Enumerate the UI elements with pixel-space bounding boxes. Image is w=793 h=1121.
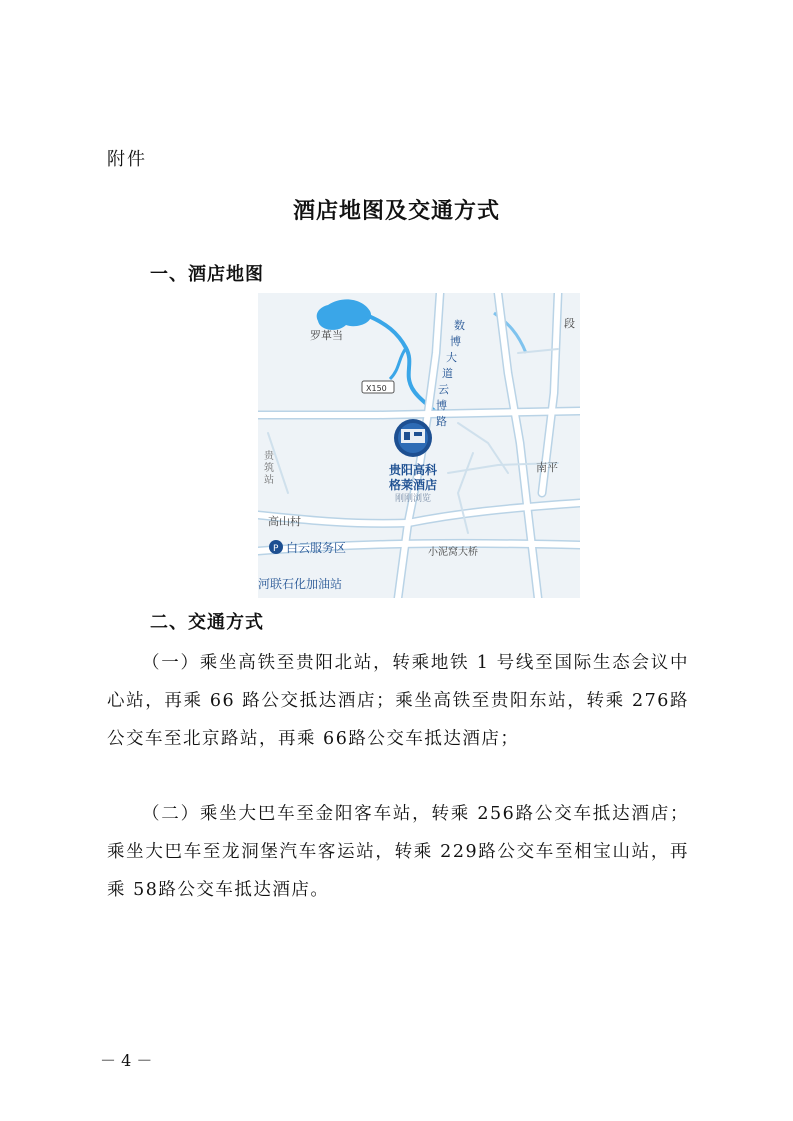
hotel-name-line2: 格莱酒店: [388, 478, 438, 492]
hotel-recently-viewed: 刚刚浏览: [394, 494, 432, 504]
hotel-name-line1: 贵阳高科: [388, 463, 438, 477]
road-label-2: 博: [450, 335, 461, 348]
map-label-nanping: 南平: [536, 461, 558, 474]
road-label-7: 路: [436, 415, 447, 428]
service-area-icon-glyph: P: [273, 544, 279, 554]
station-label-3: 站: [264, 475, 274, 486]
hotel-map: [258, 293, 580, 598]
road-label-6: 博: [436, 399, 447, 412]
map-label-baiyun-service: 白云服务区: [286, 541, 347, 555]
document-title: 酒店地图及交通方式: [292, 198, 500, 224]
station-label-2: 筑: [264, 463, 274, 474]
map-label-duan: 段: [564, 317, 575, 330]
road-label-1: 数: [454, 319, 465, 332]
section-heading-hotel-map: 一、酒店地图: [150, 264, 264, 285]
road-label-5: 云: [438, 383, 449, 396]
map-label-gas-station: 河联石化加油站: [258, 577, 343, 591]
station-label-1: 贵: [264, 451, 274, 462]
map-label-gaoshancun: 高山村: [268, 515, 301, 528]
map-label-xiaoniwo-bridge: 小泥窝大桥: [428, 547, 478, 558]
section-heading-transport: 二、交通方式: [150, 612, 264, 633]
map-label-luogedang: 罗革当: [310, 329, 343, 342]
map-canvas: [258, 293, 580, 598]
hotel-pin-icon[interactable]: [394, 419, 432, 457]
map-label-x150: X150: [366, 384, 387, 393]
transport-paragraph-1: （一）乘坐高铁至贵阳北站，转乘地铁 1 号线至国际生态会议中心站，再乘 66 路公交抵达酒店；乘坐高铁至贵阳东站，转乘 276路公交车至北京路站，再乘 66路公交车抵达酒店；: [107, 653, 689, 749]
transport-paragraph-2: （二）乘坐大巴车至金阳客车站，转乘 256路公交车抵达酒店；乘坐大巴车至龙洞堡汽车客运站，转乘 229路公交车至相宝山站，再乘 58路公交车抵达酒店。: [107, 804, 689, 900]
attachment-label: 附件: [107, 149, 147, 170]
road-label-3: 大: [446, 351, 457, 364]
page-number: － 4 －: [100, 1051, 153, 1070]
road-label-4: 道: [442, 367, 453, 380]
